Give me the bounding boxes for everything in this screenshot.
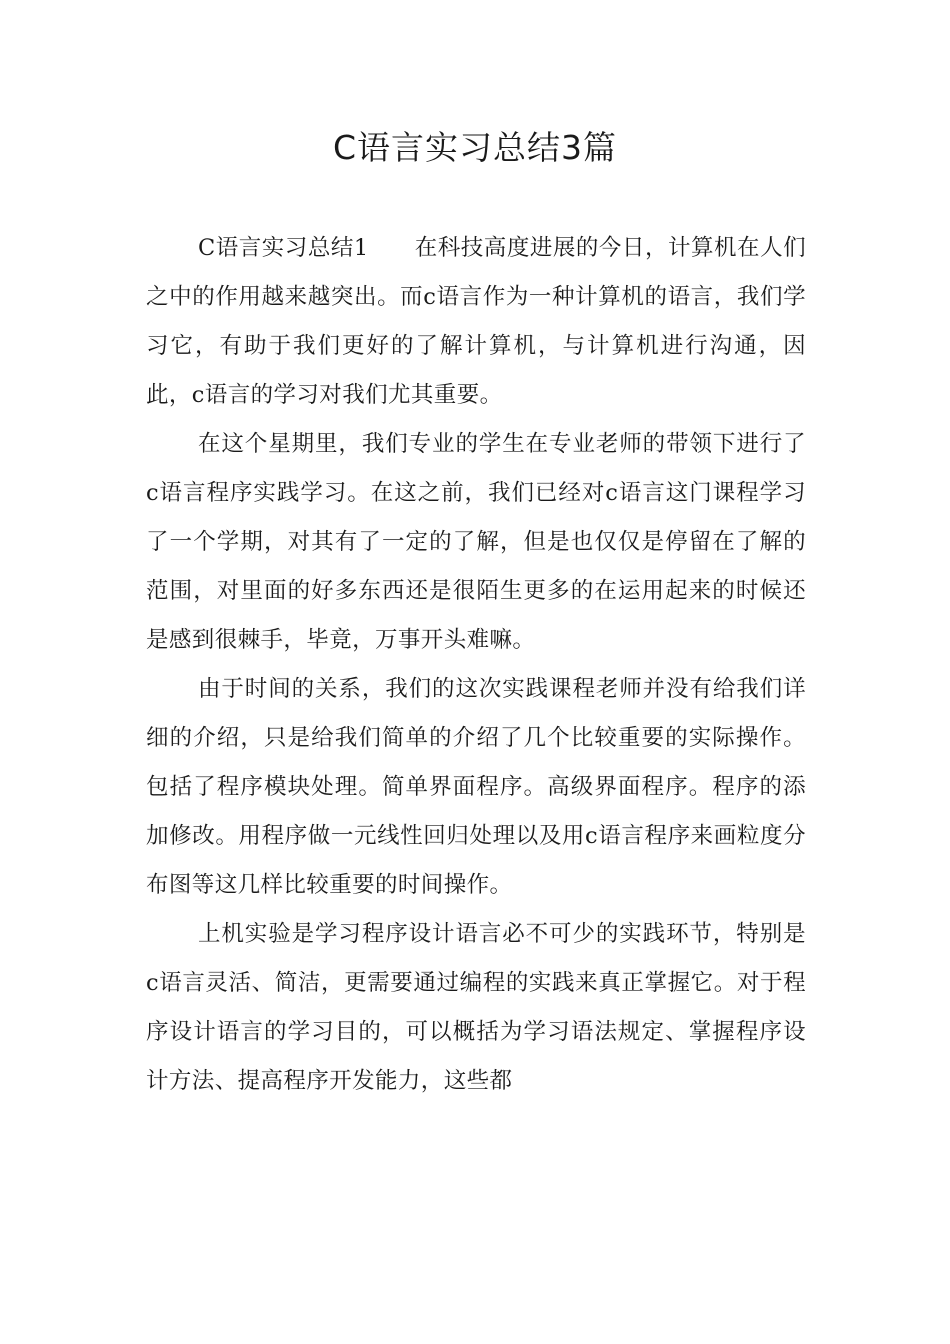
paragraph-4: 上机实验是学习程序设计语言必不可少的实践环节，特别是c语言灵活、简洁，更需要通过编程的实践来真正掌握它。对于程序设计语言的学习目的，可以概括为学习语法规定、掌握程序设计方法、提高程序开发能力，这些都 bbox=[146, 921, 806, 1094]
paragraph-3: 由于时间的关系，我们的这次实践课程老师并没有给我们详细的介绍，只是给我们简单的介绍了几个比较重要的实际操作。包括了程序模块处理。简单界面程序。高级界面程序。程序的添加修改。用程序做一元线性回归处理以及用c语言程序来画粒度分布图等这几样比较重要的时间操作。 bbox=[146, 676, 806, 898]
document-body bbox=[146, 224, 806, 1106]
paragraph-1: C语言实习总结1 在科技高度进展的今日，计算机在人们之中的作用越来越突出。而c语言作为一种计算机的语言，我们学习它，有助于我们更好的了解计算机，与计算机进行沟通，因此，c语言的学习对我们尤其重要。 bbox=[146, 235, 806, 408]
paragraph-2: 在这个星期里，我们专业的学生在专业老师的带领下进行了c语言程序实践学习。在这之前，我们已经对c语言这门课程学习了一个学期，对其有了一定的了解，但是也仅仅是停留在了解的范围，对里面的好多东西还是很陌生更多的在运用起来的时候还是感到很棘手，毕竟，万事开头难嘛。 bbox=[146, 431, 806, 653]
document-title: C语言实习总结3篇 bbox=[332, 128, 618, 167]
